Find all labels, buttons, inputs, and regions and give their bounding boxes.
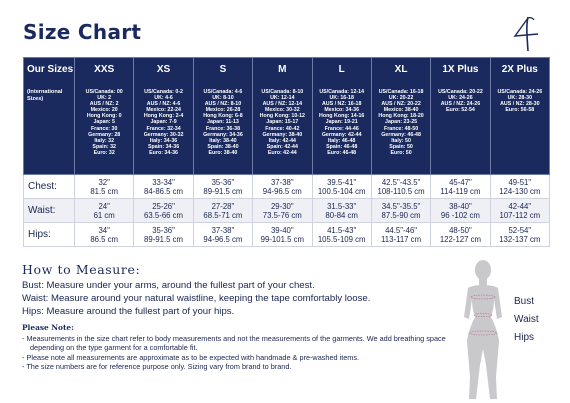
body-measurement-figure	[450, 257, 516, 402]
inches-value: 42.5"-43.5"	[381, 177, 421, 187]
conversion-line: Germany: 34-36	[203, 131, 243, 138]
cm-value: 73.5-76 cm	[262, 210, 302, 220]
cm-value: 105.5-109 cm	[317, 234, 366, 244]
cm-value: 94-96.5 cm	[262, 186, 302, 196]
size-name: M	[278, 64, 287, 75]
conversion-line: Hong Kong: 18-20	[378, 113, 424, 120]
inches-value: 25-26"	[152, 201, 175, 211]
conversion-line: Japan: 23-25	[385, 119, 418, 126]
conversion-line: AUS / NZ: 12-14	[262, 101, 303, 108]
size-conversions	[75, 75, 133, 156]
how-to-measure-instructions	[22, 279, 462, 319]
size-name: 2X Plus	[501, 64, 538, 75]
size-header-row	[24, 58, 550, 175]
measurement-label: Waist:	[24, 199, 75, 223]
brand-logo	[512, 14, 542, 54]
conversion-line: Hong Kong: 6-8	[203, 113, 243, 120]
inches-value: 39-40"	[270, 225, 294, 235]
conversion-line: Japan: 11-13	[207, 119, 239, 126]
note-item: - Please note all measurements are approximate as to be expected with handmade & pre-washed items.	[22, 353, 462, 362]
conversion-line: Spain: 38-40	[207, 143, 239, 150]
cm-value: 94-96.5 cm	[203, 234, 243, 244]
cm-value: 107-112 cm	[499, 210, 541, 220]
size-column-header	[253, 58, 312, 175]
inches-value: 24"	[98, 201, 110, 211]
conversion-line: Hong Kong: 14-16	[319, 113, 365, 120]
measurement-cell	[193, 175, 252, 199]
conversion-line: UK: 4-6	[154, 95, 173, 102]
conversion-line: Hong Kong: 10-12	[259, 113, 305, 120]
conversion-line: Euro: 38-40	[208, 149, 238, 156]
conversion-line: Italy: 50	[391, 137, 411, 144]
inches-value: 38-40"	[449, 201, 472, 211]
measurement-cell	[490, 199, 549, 223]
inches-value: 39.5-41"	[327, 177, 357, 187]
waist-label: Waist	[514, 314, 539, 325]
measurement-cell	[75, 199, 134, 223]
conversion-line: Euro: 50	[390, 149, 412, 156]
inches-value: 29-30"	[270, 201, 294, 211]
conversion-line: AUS / NZ: 4-6	[146, 101, 181, 108]
please-note-title: Please Note:	[22, 323, 74, 332]
conversion-line: Japan: 19-21	[325, 119, 358, 126]
conversion-line: France: 36-38	[205, 125, 241, 132]
inches-value: 45-47"	[449, 177, 472, 187]
size-name: XXS	[94, 64, 115, 75]
inches-value: 27-28"	[211, 201, 235, 211]
conversion-line: France: 44-46	[324, 125, 359, 132]
conversion-line: UK: 28-30	[507, 95, 533, 102]
measurement-row	[24, 175, 550, 199]
measurement-cell	[193, 199, 252, 223]
conversion-line: France: 48-50	[383, 125, 419, 132]
page-title: Size Chart	[23, 20, 142, 44]
conversion-line: US/Canada: 20-22	[438, 89, 483, 95]
cm-value: 122-127 cm	[439, 234, 482, 244]
inches-value: 37-38"	[211, 225, 235, 235]
measurement-cell	[371, 223, 430, 247]
conversion-line: Germany: 28	[88, 131, 121, 138]
conversion-line: Spain: 46-48	[326, 143, 358, 150]
note-item: - Measurements in the size chart refer to body measurements and not the measurements of the garments. We add breathing space depending on the type garment for a comfortable fit.	[22, 334, 462, 353]
inches-value: 44.5"-46"	[385, 225, 418, 235]
cm-value: 114-119 cm	[440, 186, 481, 196]
conversion-line: Germany: 42-44	[321, 131, 362, 138]
conversion-line: Euro: 52-54	[446, 107, 475, 114]
cm-value: 80-84 cm	[325, 210, 358, 220]
inches-value: 41.5-43"	[327, 225, 357, 235]
size-column-header	[431, 58, 490, 175]
measurement-cell	[490, 175, 549, 199]
cm-value: 84-86.5 cm	[144, 186, 184, 196]
conversion-line: US/Canada: 24-26	[497, 89, 543, 95]
measurement-row	[24, 199, 550, 223]
conversion-line: Italy: 32	[94, 137, 115, 144]
measurement-cell	[312, 175, 371, 199]
size-conversions	[134, 75, 192, 156]
measurement-row	[24, 223, 550, 247]
cm-value: 132-137 cm	[499, 234, 541, 244]
cm-value: 86.5 cm	[90, 234, 119, 244]
cm-value: 87.5-90 cm	[381, 210, 421, 220]
conversion-line: AUS / NZ: 20-22	[381, 101, 421, 108]
size-conversions	[372, 75, 430, 156]
cm-value: 108-110.5 cm	[377, 186, 425, 196]
hips-instruction: Hips: Measure around the fullest part of your hips.	[22, 306, 235, 318]
inches-value: 49-51"	[508, 177, 532, 187]
cm-value: 61 cm	[93, 210, 115, 220]
conversion-line: Japan: 15-17	[266, 119, 299, 126]
conversion-line: Euro: 56-58	[505, 107, 535, 114]
inches-value: 33-34"	[152, 177, 175, 187]
conversion-line: UK: 20-22	[388, 95, 414, 102]
cm-value: 63.5-66 cm	[144, 210, 184, 220]
inches-value: 34"	[98, 225, 110, 235]
conversion-line: UK: 8-10	[212, 95, 234, 102]
inches-value: 48-50"	[449, 225, 472, 235]
conversion-line: AUS / NZ: 8-10	[204, 101, 242, 108]
conversion-line: AUS / NZ: 2	[89, 101, 119, 108]
conversion-line: Euro: 42-44	[267, 149, 297, 156]
size-name: XS	[156, 64, 171, 75]
size-chart-table	[23, 57, 550, 247]
conversion-line: Mexico: 38-40	[383, 107, 419, 114]
conversion-line: US/Canada: 12-14	[319, 89, 365, 95]
measurement-label: Hips:	[24, 223, 75, 247]
size-conversions	[194, 75, 252, 156]
bust-instruction: Bust: Measure under your arms, around the fullest part of your chest.	[22, 280, 315, 291]
cm-value: 81.5 cm	[90, 186, 119, 196]
conversion-line: Mexico: 30-32	[264, 107, 300, 114]
waist-instruction: Waist: Measure around your natural waistline, keeping the tape comfortably loose.	[22, 293, 371, 305]
international-sizes-note: (International Sizes)	[27, 89, 63, 102]
measurement-cell	[312, 223, 371, 247]
conversion-line: UK: 24-26	[448, 95, 473, 102]
note-item: - The size numbers are for reference purpose only. Sizing vary from brand to brand.	[22, 362, 462, 371]
conversion-line: Italy: 34-36	[149, 137, 178, 144]
measurement-cell	[134, 223, 193, 247]
figure-labels	[514, 293, 564, 347]
conversion-line: Spain: 32	[92, 143, 116, 150]
conversion-line: Mexico: 20	[90, 107, 118, 114]
inches-value: 35-36"	[211, 177, 235, 187]
size-name: S	[219, 64, 227, 75]
size-column-header	[75, 58, 134, 175]
measurement-cell	[312, 199, 371, 223]
cm-value: 89-91.5 cm	[203, 186, 243, 196]
conversion-line: Mexico: 34-36	[324, 107, 360, 114]
cm-value: 96 -102 cm	[440, 210, 480, 220]
conversion-line: UK: 12-14	[270, 95, 295, 102]
our-sizes-header	[24, 58, 75, 175]
size-column-header	[134, 58, 193, 175]
conversion-line: Hong Kong: 0	[86, 113, 122, 120]
cm-value: 124-130 cm	[499, 186, 541, 196]
measurement-cell	[490, 223, 549, 247]
conversion-line: US/Canada: 0-2	[144, 89, 183, 95]
conversion-line: Euro: 46-48	[327, 149, 357, 156]
conversion-line: Germany: 38-40	[262, 131, 303, 138]
measurement-cell	[253, 175, 312, 199]
size-column-header	[312, 58, 371, 175]
conversion-line: UK: 16-18	[329, 95, 354, 102]
measurements-body	[24, 175, 550, 247]
measurement-cell	[134, 199, 193, 223]
conversion-line: Italy: 42-44	[268, 137, 296, 144]
measurement-cell	[193, 223, 252, 247]
conversion-line: UK: 2	[97, 95, 112, 102]
size-column-header	[371, 58, 430, 175]
measurement-cell	[253, 199, 312, 223]
size-column-header	[490, 58, 549, 175]
measurement-cell	[75, 223, 134, 247]
size-name: L	[338, 64, 345, 75]
how-to-measure-title: How to Measure:	[22, 262, 141, 277]
inches-value: 52-54"	[508, 225, 532, 235]
conversion-line: Euro: 32	[93, 149, 115, 156]
conversion-line: US/Canada: 00	[85, 89, 123, 95]
conversion-line: Spain: 42-44	[266, 143, 298, 150]
measurement-cell	[431, 223, 490, 247]
size-conversions	[431, 75, 489, 113]
conversion-line: Germany: 46-48	[381, 131, 421, 138]
inches-value: 34.5"-35.5"	[381, 201, 421, 211]
inches-value: 42-44"	[508, 201, 532, 211]
size-conversions	[491, 75, 549, 113]
inches-value: 32"	[98, 177, 110, 187]
inches-value: 35-36"	[152, 225, 175, 235]
conversion-line: US/Canada: 4-6	[203, 89, 243, 95]
measurement-cell	[253, 223, 312, 247]
conversion-line: AUS / NZ: 24-26	[440, 101, 481, 108]
cm-value: 89-91.5 cm	[144, 234, 184, 244]
size-conversions	[253, 75, 311, 156]
conversion-line: US/Canada: 16-18	[378, 89, 424, 95]
inches-value: 31.5-33"	[327, 201, 357, 211]
please-note-list	[22, 334, 462, 371]
conversion-line: Hong Kong: 2-4	[143, 113, 184, 120]
bust-label: Bust	[514, 296, 535, 307]
conversion-line: Mexico: 22-24	[146, 107, 181, 114]
conversion-line: Euro: 34-36	[149, 149, 178, 156]
conversion-line: Mexico: 26-28	[205, 107, 241, 114]
measurement-cell	[371, 199, 430, 223]
measurement-label: Chest:	[24, 175, 75, 199]
conversion-line: Italy: 38-40	[209, 137, 237, 144]
hips-label: Hips	[514, 332, 535, 343]
measurement-cell	[431, 199, 490, 223]
conversion-line: Spain: 34-36	[147, 143, 180, 150]
conversion-line: France: 32-34	[146, 125, 181, 132]
conversion-line: Japan: 7-9	[150, 119, 177, 126]
conversion-line: Spain: 50	[389, 143, 413, 150]
conversion-line: France: 40-42	[265, 125, 300, 132]
size-name: 1X Plus	[442, 64, 479, 75]
cm-value: 100.5-104 cm	[317, 186, 366, 196]
our-sizes-label: Our Sizes	[27, 64, 74, 75]
measurement-cell	[431, 175, 490, 199]
conversion-line: Germany: 30-32	[143, 131, 184, 138]
cm-value: 99-101.5 cm	[260, 234, 304, 244]
conversion-line: US/Canada: 8-10	[261, 89, 304, 95]
size-name: XL	[394, 64, 408, 75]
conversion-line: AUS / NZ: 28-30	[500, 101, 540, 108]
cm-value: 68.5-71 cm	[203, 210, 243, 220]
measurement-cell	[371, 175, 430, 199]
conversion-line: AUS / NZ: 16-18	[321, 101, 362, 108]
conversion-line: Japan: 5	[93, 119, 115, 126]
measurement-cell	[134, 175, 193, 199]
inches-value: 37-38"	[270, 177, 294, 187]
size-column-header	[193, 58, 252, 175]
conversion-line: Italy: 46-48	[327, 137, 356, 144]
measurement-cell	[75, 175, 134, 199]
conversion-line: France: 30	[90, 125, 118, 132]
size-conversions	[313, 75, 371, 156]
cm-value: 113-117 cm	[381, 234, 422, 244]
